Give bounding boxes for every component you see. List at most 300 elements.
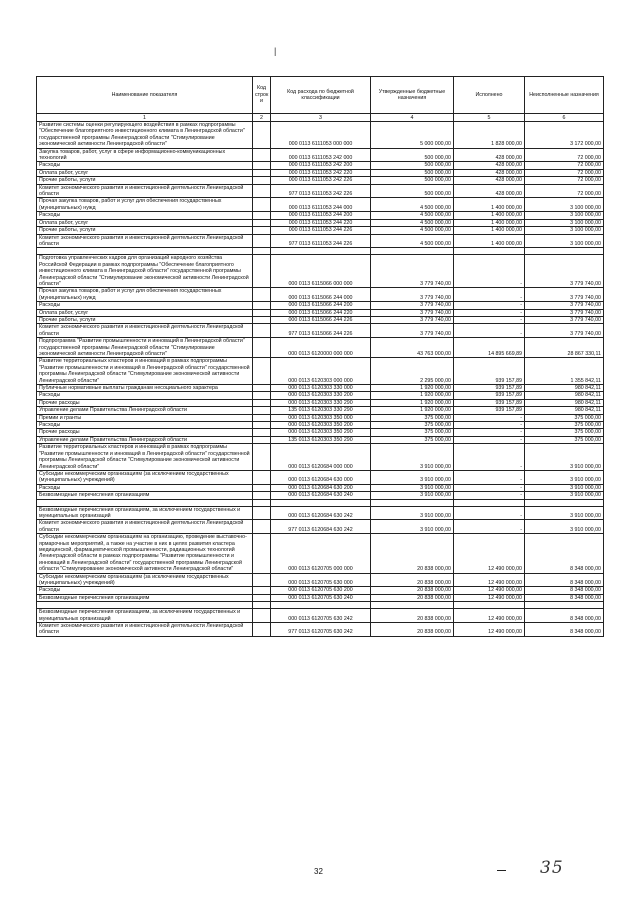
row-approved: 3 779 740,00	[371, 302, 454, 309]
row-line-code	[253, 162, 271, 169]
row-executed: 1 400 000,00	[454, 227, 525, 234]
table-row	[37, 609, 604, 623]
row-budget-code: 000 0113 6120705 000 000	[271, 534, 371, 573]
row-line-code	[253, 499, 271, 506]
row-approved: 3 910 000,00	[371, 444, 454, 471]
row-remaining: 1 355 842,11	[525, 358, 604, 385]
row-executed: 12 490 000,00	[454, 623, 525, 637]
row-remaining: 72 000,00	[525, 177, 604, 184]
header-executed: Исполнено	[454, 77, 525, 114]
row-remaining: 980 842,11	[525, 385, 604, 392]
row-budget-code: 000 0113 6111053 242 200	[271, 162, 371, 169]
table-row	[37, 470, 604, 484]
row-executed: -	[454, 492, 525, 499]
row-approved: 1 920 000,00	[371, 385, 454, 392]
row-executed: 939 157,89	[454, 392, 525, 399]
row-budget-code: 977 0113 6120705 630 242	[271, 623, 371, 637]
row-line-code	[253, 444, 271, 471]
row-name: Прочие работы, услуги	[37, 177, 253, 184]
row-name: Субсидии некоммерческим организациям (за исключением государственных (муниципальных) учреждений)	[37, 573, 253, 587]
row-approved: 3 910 000,00	[371, 506, 454, 520]
row-line-code	[253, 309, 271, 316]
row-executed: 1 828 000,00	[454, 122, 525, 149]
row-name: Управление делами Правительства Ленинградской области	[37, 436, 253, 443]
row-remaining: 72 000,00	[525, 162, 604, 169]
row-line-code	[253, 169, 271, 176]
row-name: Комитет экономического развития и инвестиционной деятельности Ленинградской области	[37, 623, 253, 637]
row-remaining: 28 867 330,11	[525, 338, 604, 358]
row-line-code	[253, 602, 271, 609]
row-executed	[454, 248, 525, 255]
row-budget-code: 000 0113 6120303 350 200	[271, 422, 371, 429]
row-remaining: 375 000,00	[525, 436, 604, 443]
row-approved: 4 500 000,00	[371, 234, 454, 248]
row-budget-code	[271, 602, 371, 609]
row-approved: 500 000,00	[371, 184, 454, 198]
row-name: Расходы	[37, 302, 253, 309]
table-row	[37, 316, 604, 323]
row-budget-code: 000 0113 6111053 244 226	[271, 227, 371, 234]
row-remaining: 3 779 740,00	[525, 302, 604, 309]
row-name: Прочие расходы	[37, 399, 253, 406]
row-remaining: 3 779 740,00	[525, 309, 604, 316]
row-line-code	[253, 573, 271, 587]
row-remaining: 3 779 740,00	[525, 316, 604, 323]
row-remaining: 3 100 000,00	[525, 234, 604, 248]
row-line-code	[253, 506, 271, 520]
row-executed: -	[454, 302, 525, 309]
row-budget-code: 000 0113 6111053 244 220	[271, 219, 371, 226]
row-budget-code: 000 0113 6120303 000 000	[271, 358, 371, 385]
row-budget-code: 000 0113 6120303 350 290	[271, 429, 371, 436]
row-executed: -	[454, 436, 525, 443]
row-remaining: 980 842,11	[525, 399, 604, 406]
row-approved: 3 779 740,00	[371, 316, 454, 323]
row-executed: -	[454, 414, 525, 421]
row-line-code	[253, 609, 271, 623]
row-name: Расходы	[37, 392, 253, 399]
row-approved: 5 000 000,00	[371, 122, 454, 149]
row-executed: 939 157,89	[454, 399, 525, 406]
row-budget-code: 000 0113 6120705 630 200	[271, 587, 371, 594]
row-budget-code: 000 0113 6111053 242 220	[271, 169, 371, 176]
header-line-code: Код строк и	[253, 77, 271, 114]
table-row	[37, 169, 604, 176]
table-row	[37, 255, 604, 288]
row-budget-code: 000 0113 6115066 244 000	[271, 288, 371, 302]
row-remaining: 980 842,11	[525, 392, 604, 399]
row-line-code	[253, 392, 271, 399]
row-approved: 20 838 000,00	[371, 573, 454, 587]
table-row	[37, 506, 604, 520]
row-line-code	[253, 148, 271, 162]
row-remaining: 3 910 000,00	[525, 444, 604, 471]
row-executed: 1 400 000,00	[454, 219, 525, 226]
table-row	[37, 358, 604, 385]
row-line-code	[253, 248, 271, 255]
row-budget-code: 000 0113 6115066 000 000	[271, 255, 371, 288]
row-name: Развитие территориальных кластеров и инноваций в рамках подпрограммы "Развитие промышленности и инноваций в Ленинградской области" государственной программы Ленинградской области "Стимулирование экономической активности Ленинградской области"	[37, 358, 253, 385]
table-row	[37, 309, 604, 316]
row-name: Безвозмездные перечисления организациям	[37, 492, 253, 499]
row-remaining: 3 910 000,00	[525, 484, 604, 491]
row-executed: 1 400 000,00	[454, 212, 525, 219]
row-executed: -	[454, 520, 525, 534]
row-executed: -	[454, 255, 525, 288]
table-body	[37, 122, 604, 637]
row-executed: -	[454, 422, 525, 429]
row-name: Расходы	[37, 162, 253, 169]
row-approved: 1 920 000,00	[371, 392, 454, 399]
signature-dash	[497, 870, 506, 871]
row-executed: 428 000,00	[454, 169, 525, 176]
row-approved: 20 838 000,00	[371, 623, 454, 637]
table-row	[37, 324, 604, 338]
row-budget-code: 000 0113 6120000 000 000	[271, 338, 371, 358]
row-executed: 12 490 000,00	[454, 587, 525, 594]
col-number-1: 1	[37, 114, 253, 122]
budget-table	[36, 76, 604, 637]
table-row	[37, 162, 604, 169]
row-line-code	[253, 255, 271, 288]
row-name: Расходы	[37, 587, 253, 594]
row-remaining: 375 000,00	[525, 429, 604, 436]
row-remaining: 3 100 000,00	[525, 219, 604, 226]
header-approved: Утвержденные бюджетные назначения	[371, 77, 454, 114]
row-name: Безвозмездные перечисления организациям	[37, 594, 253, 601]
row-line-code	[253, 324, 271, 338]
row-line-code	[253, 288, 271, 302]
row-budget-code: 000 0113 6111053 000 000	[271, 122, 371, 149]
row-line-code	[253, 177, 271, 184]
row-approved: 1 920 000,00	[371, 399, 454, 406]
row-executed	[454, 499, 525, 506]
table-row	[37, 177, 604, 184]
row-line-code	[253, 219, 271, 226]
row-approved: 3 779 740,00	[371, 309, 454, 316]
row-name	[37, 248, 253, 255]
table-row	[37, 219, 604, 226]
row-remaining: 375 000,00	[525, 414, 604, 421]
row-name: Безвозмездные перечисления организациям, за исключением государственных и муниципальных организаций	[37, 506, 253, 520]
row-approved: 2 295 000,00	[371, 358, 454, 385]
row-approved: 4 500 000,00	[371, 227, 454, 234]
row-name: Прочая закупка товаров, работ и услуг для обеспечения государственных (муниципальных) нужд	[37, 198, 253, 212]
header-remaining: Неисполненные назначения	[525, 77, 604, 114]
row-name: Публичные нормативные выплаты гражданам несоциального характера	[37, 385, 253, 392]
row-name: Расходы	[37, 422, 253, 429]
row-approved: 3 910 000,00	[371, 492, 454, 499]
row-line-code	[253, 407, 271, 414]
row-executed: -	[454, 484, 525, 491]
table-row	[37, 198, 604, 212]
row-name: Прочие работы, услуги	[37, 316, 253, 323]
row-name: Субсидии некоммерческим организациям на организацию, проведение выставочно-ярмарочных мероприятий, а также на участие в них в целях развития кластера медицинской, фармацевтической промышленности, радиационных технологий Ленинградской области в рамках подпрограммы "Развитие промышленности и инноваций в Ленинградской области" государственной программы Ленинградской области "Стимулирование экономической активности Ленинградской области"	[37, 534, 253, 573]
header-indicator-name: Наименование показателя	[37, 77, 253, 114]
row-line-code	[253, 385, 271, 392]
row-name: Премии и гранты	[37, 414, 253, 421]
spacer-row	[37, 499, 604, 506]
row-budget-code: 135 0113 6120303 330 290	[271, 407, 371, 414]
table-row	[37, 122, 604, 149]
row-executed: -	[454, 470, 525, 484]
row-budget-code: 000 0113 6115066 244 200	[271, 302, 371, 309]
row-executed: 428 000,00	[454, 177, 525, 184]
row-executed: 12 490 000,00	[454, 609, 525, 623]
row-remaining: 8 348 000,00	[525, 573, 604, 587]
table-row	[37, 534, 604, 573]
col-number-6: 6	[525, 114, 604, 122]
row-line-code	[253, 212, 271, 219]
row-budget-code: 000 0113 6120303 330 200	[271, 392, 371, 399]
row-remaining	[525, 248, 604, 255]
row-approved: 375 000,00	[371, 429, 454, 436]
table-row	[37, 407, 604, 414]
row-budget-code: 977 0113 6120684 630 242	[271, 520, 371, 534]
table-row	[37, 227, 604, 234]
row-budget-code: 977 0113 6111053 242 226	[271, 184, 371, 198]
row-executed: 12 490 000,00	[454, 534, 525, 573]
row-line-code	[253, 492, 271, 499]
row-executed	[454, 602, 525, 609]
row-budget-code: 000 0113 6120705 630 000	[271, 573, 371, 587]
row-line-code	[253, 399, 271, 406]
row-name: Оплата работ, услуг	[37, 309, 253, 316]
row-approved: 20 838 000,00	[371, 594, 454, 601]
row-approved: 1 920 000,00	[371, 407, 454, 414]
row-line-code	[253, 122, 271, 149]
row-budget-code: 000 0113 6111053 242 000	[271, 148, 371, 162]
row-budget-code: 977 0113 6111053 244 226	[271, 234, 371, 248]
row-remaining: 8 348 000,00	[525, 623, 604, 637]
row-executed: 1 400 000,00	[454, 234, 525, 248]
row-executed: 939 157,89	[454, 407, 525, 414]
row-name: Субсидии некоммерческим организациям (за исключением государственных (муниципальных) учреждений)	[37, 470, 253, 484]
row-line-code	[253, 520, 271, 534]
row-name: Подготовка управленческих кадров для организаций народного хозяйства Российской Федерации в рамках подпрограммы "Обеспечение благоприятного инвестиционного климата в Ленинградской области" государственной программы Ленинградской области "Стимулирование экономической активности Ленинградской области"	[37, 255, 253, 288]
table-row	[37, 212, 604, 219]
row-approved: 3 779 740,00	[371, 255, 454, 288]
row-name	[37, 602, 253, 609]
row-budget-code: 000 0113 6120684 000 000	[271, 444, 371, 471]
row-budget-code: 000 0113 6111053 242 226	[271, 177, 371, 184]
row-line-code	[253, 198, 271, 212]
row-remaining: 3 779 740,00	[525, 255, 604, 288]
row-remaining: 8 348 000,00	[525, 587, 604, 594]
row-approved	[371, 499, 454, 506]
row-line-code	[253, 358, 271, 385]
row-remaining: 3 779 740,00	[525, 324, 604, 338]
row-executed: 1 400 000,00	[454, 198, 525, 212]
row-remaining: 3 910 000,00	[525, 506, 604, 520]
row-line-code	[253, 422, 271, 429]
row-budget-code: 000 0113 6120303 350 000	[271, 414, 371, 421]
row-budget-code: 000 0113 6111053 244 000	[271, 198, 371, 212]
row-budget-code: 000 0113 6120705 630 242	[271, 609, 371, 623]
table-row	[37, 234, 604, 248]
row-name: Комитет экономического развития и инвестиционной деятельности Ленинградской области	[37, 520, 253, 534]
table-row	[37, 492, 604, 499]
table-row	[37, 148, 604, 162]
row-budget-code	[271, 248, 371, 255]
row-executed: 12 490 000,00	[454, 573, 525, 587]
row-budget-code: 977 0113 6115066 244 226	[271, 324, 371, 338]
row-approved: 375 000,00	[371, 414, 454, 421]
table-row	[37, 392, 604, 399]
row-remaining: 3 100 000,00	[525, 212, 604, 219]
table-row	[37, 594, 604, 601]
row-budget-code: 000 0113 6120705 630 240	[271, 594, 371, 601]
handwritten-page-number: 35	[540, 858, 564, 878]
table-row	[37, 414, 604, 421]
header-row	[37, 77, 604, 114]
row-line-code	[253, 184, 271, 198]
row-executed: 428 000,00	[454, 148, 525, 162]
row-budget-code: 000 0113 6115066 244 226	[271, 316, 371, 323]
row-approved: 4 500 000,00	[371, 219, 454, 226]
row-executed: 939 157,89	[454, 385, 525, 392]
row-executed: 939 157,89	[454, 358, 525, 385]
row-name: Комитет экономического развития и инвестиционной деятельности Ленинградской области	[37, 184, 253, 198]
row-line-code	[253, 338, 271, 358]
row-line-code	[253, 234, 271, 248]
row-name: Подпрограмма "Развитие промышленности и инноваций в Ленинградской области" государственной программы Ленинградской области "Стимулирование экономической активности Ленинградской области"	[37, 338, 253, 358]
column-number-row	[37, 114, 604, 122]
table-row	[37, 573, 604, 587]
table-row	[37, 338, 604, 358]
row-remaining	[525, 602, 604, 609]
table-row	[37, 444, 604, 471]
row-executed: -	[454, 316, 525, 323]
row-budget-code: 000 0113 6120684 630 240	[271, 492, 371, 499]
row-approved	[371, 248, 454, 255]
col-number-2: 2	[253, 114, 271, 122]
table-row	[37, 422, 604, 429]
page-number: 32	[314, 867, 323, 876]
row-line-code	[253, 470, 271, 484]
table-row	[37, 385, 604, 392]
row-name: Оплата работ, услуг	[37, 169, 253, 176]
row-approved: 20 838 000,00	[371, 534, 454, 573]
row-approved: 3 910 000,00	[371, 520, 454, 534]
row-budget-code: 000 0113 6120303 330 290	[271, 399, 371, 406]
row-budget-code	[271, 499, 371, 506]
table-row	[37, 429, 604, 436]
row-remaining: 3 779 740,00	[525, 288, 604, 302]
row-name: Комитет экономического развития и инвестиционной деятельности Ленинградской области	[37, 234, 253, 248]
row-budget-code: 000 0113 6120303 330 000	[271, 385, 371, 392]
row-line-code	[253, 429, 271, 436]
row-executed: 12 490 000,00	[454, 594, 525, 601]
row-name: Закупка товаров, работ, услуг в сфере информационно-коммуникационных технологий	[37, 148, 253, 162]
row-remaining: 8 348 000,00	[525, 609, 604, 623]
row-name: Расходы	[37, 212, 253, 219]
table-row	[37, 399, 604, 406]
spacer-row	[37, 248, 604, 255]
row-remaining: 980 842,11	[525, 407, 604, 414]
row-name: Прочие работы, услуги	[37, 227, 253, 234]
row-remaining: 375 000,00	[525, 422, 604, 429]
row-approved: 500 000,00	[371, 148, 454, 162]
row-budget-code: 000 0113 6120684 630 000	[271, 470, 371, 484]
row-line-code	[253, 623, 271, 637]
row-name: Управление делами Правительства Ленинградской области	[37, 407, 253, 414]
row-line-code	[253, 436, 271, 443]
row-line-code	[253, 227, 271, 234]
row-approved: 375 000,00	[371, 422, 454, 429]
row-budget-code: 000 0113 6120684 630 242	[271, 506, 371, 520]
row-remaining: 3 172 000,00	[525, 122, 604, 149]
row-name: Развитие системы оценки регулирующего воздействия в рамках подпрограммы "Обеспечение благоприятного инвестиционного климата в Ленинградской области" государственной программы Ленинградской области "Стимулирование экономической активности Ленинградской области"	[37, 122, 253, 149]
row-executed: -	[454, 309, 525, 316]
row-executed: -	[454, 444, 525, 471]
row-approved: 500 000,00	[371, 169, 454, 176]
table-row	[37, 623, 604, 637]
row-line-code	[253, 414, 271, 421]
row-approved: 500 000,00	[371, 162, 454, 169]
row-approved: 3 779 740,00	[371, 324, 454, 338]
row-line-code	[253, 594, 271, 601]
row-name: Расходы	[37, 484, 253, 491]
row-approved: 43 763 000,00	[371, 338, 454, 358]
row-line-code	[253, 302, 271, 309]
table-row	[37, 184, 604, 198]
row-executed: -	[454, 324, 525, 338]
row-line-code	[253, 484, 271, 491]
row-budget-code: 000 0113 6115066 244 220	[271, 309, 371, 316]
row-remaining: 72 000,00	[525, 184, 604, 198]
row-remaining: 3 100 000,00	[525, 227, 604, 234]
row-budget-code: 000 0113 6120684 630 200	[271, 484, 371, 491]
margin-mark: |	[274, 46, 277, 56]
row-approved: 4 500 000,00	[371, 212, 454, 219]
table-row	[37, 288, 604, 302]
col-number-3: 3	[271, 114, 371, 122]
row-executed: 428 000,00	[454, 162, 525, 169]
row-name	[37, 499, 253, 506]
row-approved: 4 500 000,00	[371, 198, 454, 212]
row-remaining: 8 348 000,00	[525, 594, 604, 601]
row-executed: -	[454, 506, 525, 520]
row-approved: 20 838 000,00	[371, 587, 454, 594]
row-name: Комитет экономического развития и инвестиционной деятельности Ленинградской области	[37, 324, 253, 338]
row-line-code	[253, 316, 271, 323]
row-remaining: 72 000,00	[525, 169, 604, 176]
row-approved: 3 910 000,00	[371, 484, 454, 491]
row-remaining: 3 910 000,00	[525, 470, 604, 484]
row-name: Развитие территориальных кластеров и инноваций в рамках подпрограммы "Развитие промышленности и инноваций в Ленинградской области" государственной программы Ленинградской области "Стимулирование экономической активности Ленинградской области"	[37, 444, 253, 471]
table-row	[37, 484, 604, 491]
row-executed: 428 000,00	[454, 184, 525, 198]
row-line-code	[253, 534, 271, 573]
row-remaining: 3 910 000,00	[525, 492, 604, 499]
table-row	[37, 436, 604, 443]
row-remaining: 3 910 000,00	[525, 520, 604, 534]
row-line-code	[253, 587, 271, 594]
row-approved: 3 910 000,00	[371, 470, 454, 484]
row-executed: -	[454, 288, 525, 302]
table-row	[37, 302, 604, 309]
row-approved: 20 838 000,00	[371, 609, 454, 623]
header-budget-code: Код расхода по бюджетной классификации	[271, 77, 371, 114]
spacer-row	[37, 602, 604, 609]
row-approved: 3 779 740,00	[371, 288, 454, 302]
row-approved: 375 000,00	[371, 436, 454, 443]
row-remaining: 8 348 000,00	[525, 534, 604, 573]
row-remaining: 3 100 000,00	[525, 198, 604, 212]
row-approved: 500 000,00	[371, 177, 454, 184]
row-budget-code: 000 0113 6111053 244 200	[271, 212, 371, 219]
